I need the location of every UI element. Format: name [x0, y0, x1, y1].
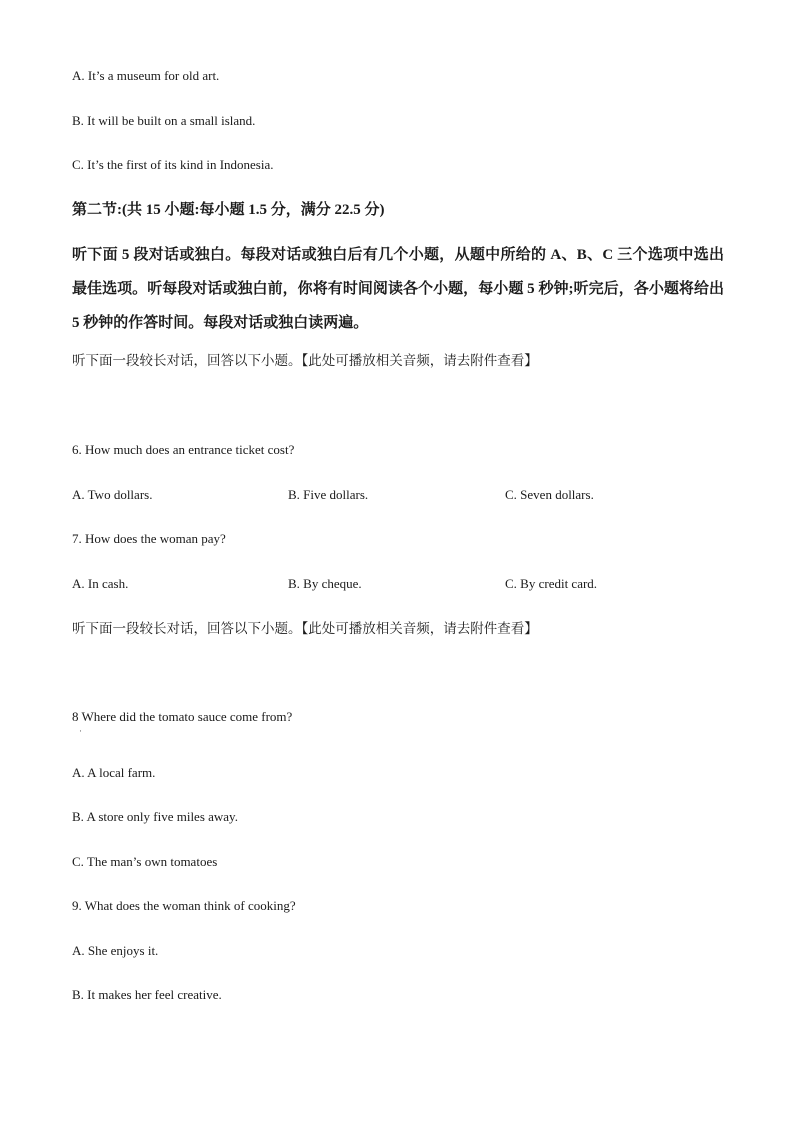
- section-instructions: 听下面 5 段对话或独白。每段对话或独白后有几个小题，从题中所给的 A、B、C 三个选项中选出最佳选项。听每段对话或独白前，你将有时间阅读各个小题，每小题 5 秒钟;听完后，各小题将给出 5 秒钟的作答时间。每段对话或独白读两遍。: [72, 247, 724, 331]
- question-8: 8 Where did the tomato sauce come from?: [72, 709, 293, 724]
- option-a: A. Two dollars.: [72, 487, 153, 502]
- question-9: 9. What does the woman think of cooking?: [72, 898, 296, 913]
- previous-question-option-c: C. It’s the first of its kind in Indonesia.: [72, 157, 274, 172]
- question-9-option-b: B. It makes her feel creative.: [72, 987, 222, 1002]
- option-b: B. By cheque.: [288, 576, 362, 591]
- question-8-option-b: B. A store only five miles away.: [72, 809, 238, 824]
- previous-question-option-a: A. It’s a museum for old art.: [72, 68, 220, 83]
- audio-note: 听下面一段较长对话，回答以下小题。【此处可播放相关音频，请去附件查看】: [72, 621, 538, 637]
- question-8-option-a: A. A local farm.: [72, 765, 156, 780]
- audio-note: 听下面一段较长对话，回答以下小题。【此处可播放相关音频，请去附件查看】: [72, 353, 538, 369]
- question-6: 6. How much does an entrance ticket cost?: [72, 442, 295, 457]
- option-c: C. Seven dollars.: [505, 487, 594, 502]
- question-7: 7. How does the woman pay?: [72, 531, 226, 546]
- question-7-options: [72, 576, 722, 592]
- question-6-options: [72, 487, 722, 503]
- option-b: B. Five dollars.: [288, 487, 369, 502]
- option-a: A. In cash.: [72, 576, 129, 591]
- section-heading: 第二节:(共 15 小题:每小题 1.5 分，满分 22.5 分): [72, 202, 385, 218]
- option-c: C. By credit card.: [505, 576, 598, 591]
- question-9-option-a: A. She enjoys it.: [72, 943, 159, 958]
- question-8-option-c: C. The man’s own tomatoes: [72, 854, 218, 869]
- stray-mark: ·: [79, 726, 82, 736]
- previous-question-option-b: B. It will be built on a small island.: [72, 113, 256, 128]
